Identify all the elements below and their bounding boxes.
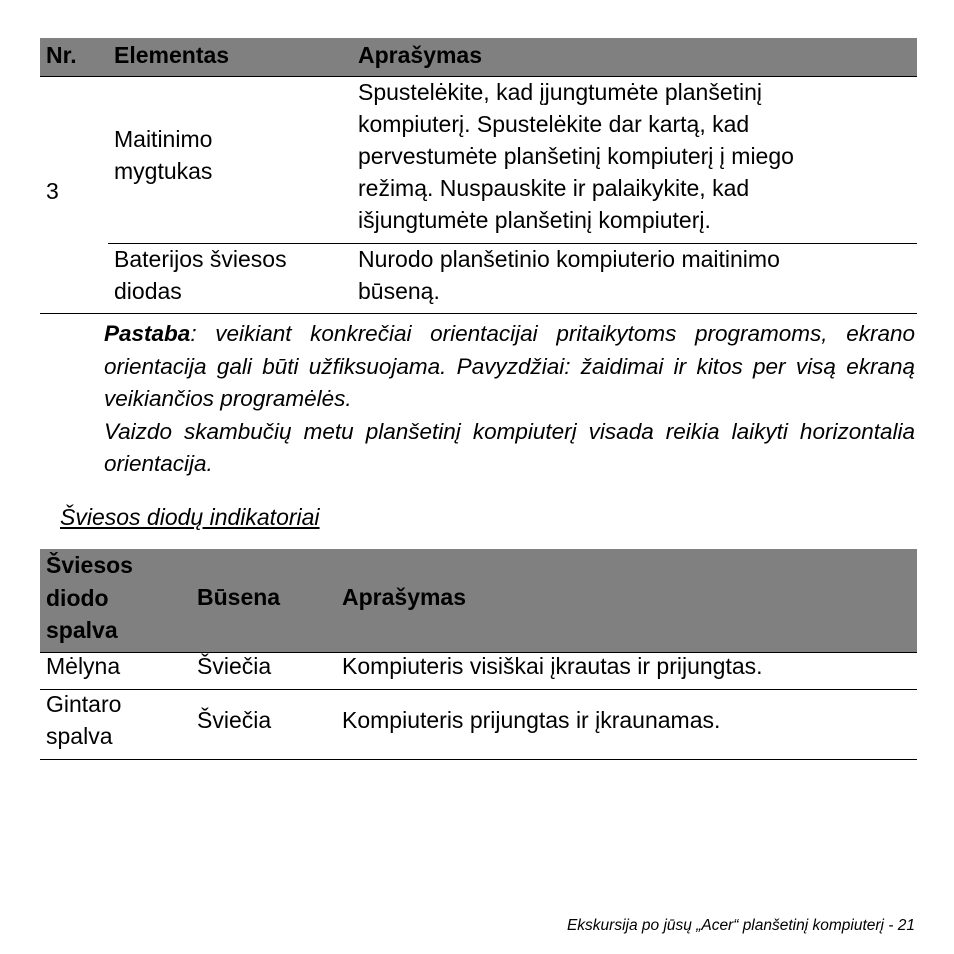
note-label: Pastaba xyxy=(104,321,191,346)
table2-row2-status: Šviečia xyxy=(197,707,272,733)
description-line: Nurodo planšetinio kompiuterio maitinimo xyxy=(358,246,780,272)
element-line: diodas xyxy=(114,278,182,304)
table1-header-element: Elementas xyxy=(114,42,230,68)
description-line: Spustelėkite, kad įjungtumėte planšetinį xyxy=(358,79,763,105)
table2-header-status: Būsena xyxy=(197,584,281,610)
color-line: Gintaro xyxy=(46,691,122,717)
page-footer: Ekskursija po jūsų „Acer“ planšetinį kompiuterį - 21 xyxy=(566,917,915,934)
description-line: būseną. xyxy=(358,278,440,304)
table2-row2-color xyxy=(46,688,121,752)
note-paragraph-1 xyxy=(104,318,915,416)
table2-row-divider xyxy=(40,689,917,690)
table1-row2-element xyxy=(114,243,287,307)
table2-row2-description: Kompiuteris prijungtas ir įkraunamas. xyxy=(342,707,721,733)
color-line: spalva xyxy=(46,723,113,749)
description-line: pervestumėte planšetinį kompiuterį į miego xyxy=(358,143,794,169)
note-paragraph-2: Vaizdo skambučių metu planšetinį kompiuterį visada reikia laikyti horizontalia orientacija. xyxy=(104,418,915,476)
table2-header-description: Aprašymas xyxy=(342,584,467,610)
note-block xyxy=(104,318,915,481)
note-text-1: : veikiant konkrečiai orientacijai pritaikytoms programoms, ekrano orientacija gali būti užfiksuojama. Pavyzdžiai: žaidimai ir kitos per visą ekraną veikiančios programėlės. xyxy=(104,321,915,411)
table1-header-nr: Nr. xyxy=(46,42,77,68)
table1-header-description: Aprašymas xyxy=(358,42,483,68)
header-line: diodo xyxy=(46,584,109,611)
description-line: režimą. Nuspauskite ir palaikykite, kad xyxy=(358,175,750,201)
table2-row1-color: Mėlyna xyxy=(46,653,121,679)
description-line: kompiuterį. Spustelėkite dar kartą, kad xyxy=(358,111,750,137)
element-line: Maitinimo xyxy=(114,126,213,152)
header-line: spalva xyxy=(46,617,118,643)
table1-bottom-border xyxy=(40,313,917,314)
table2-row1-description: Kompiuteris visiškai įkrautas ir prijungtas. xyxy=(342,653,763,679)
element-line: Baterijos šviesos xyxy=(114,246,287,272)
table1-row2-description xyxy=(358,243,780,307)
table1-header xyxy=(40,38,917,77)
header-line: Šviesos xyxy=(46,552,133,578)
description-line: išjungtumėte planšetinį kompiuterį. xyxy=(358,207,711,233)
table2-header-color xyxy=(46,549,133,647)
table1-row1-element xyxy=(114,123,212,187)
table1-row-nr: 3 xyxy=(46,178,59,204)
table2-row1-status: Šviečia xyxy=(197,653,272,679)
element-line: mygtukas xyxy=(114,158,213,184)
table2-header xyxy=(40,549,917,653)
table2-bottom-border xyxy=(40,759,917,760)
table1-row1-description xyxy=(358,76,794,236)
section-title: Šviesos diodų indikatoriai xyxy=(60,504,320,530)
